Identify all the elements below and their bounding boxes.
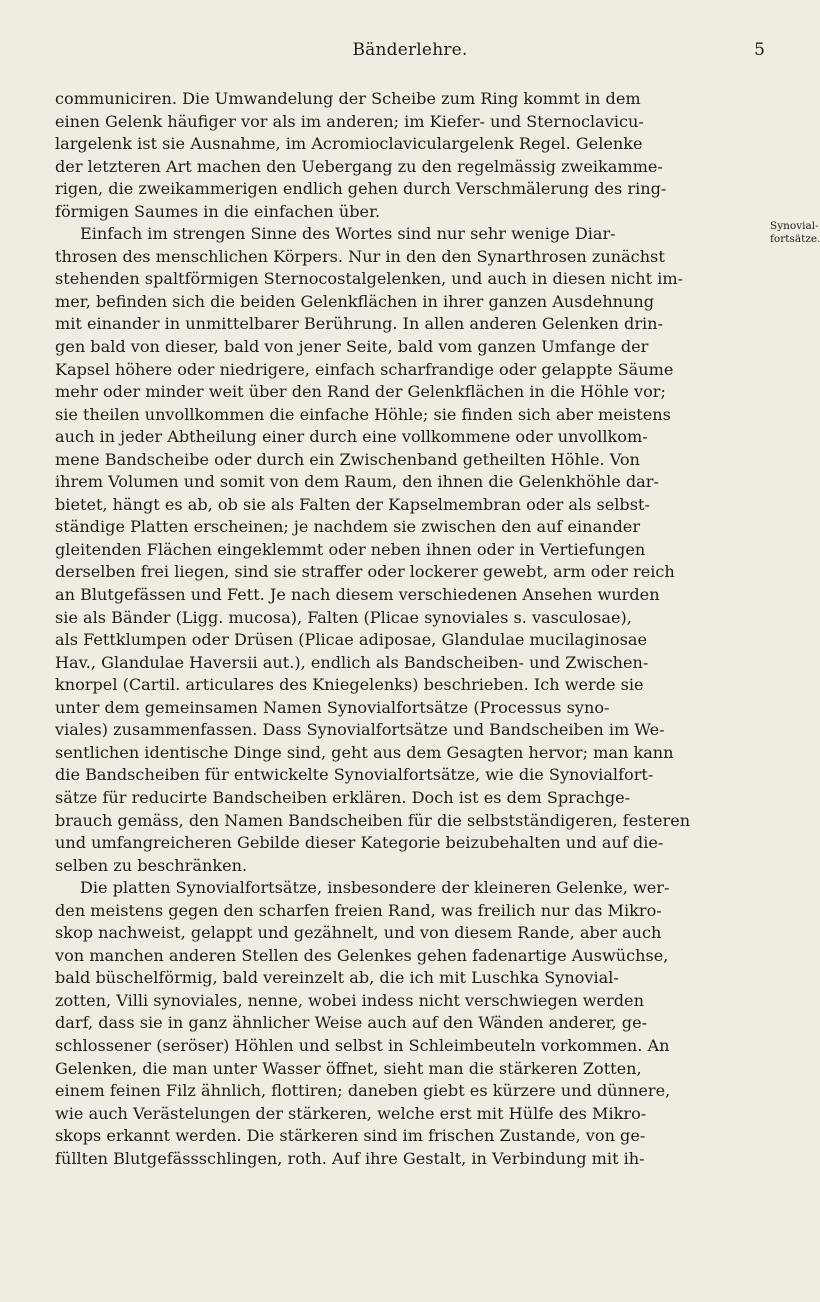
paragraph-start-line: Einfach im strengen Sinne des Wortes sind nur sehr wenige Diar- <box>80 224 616 244</box>
text-line: an Blutgefässen und Fett. Je nach diesem verschiedenen Ansehen wurden <box>55 585 660 605</box>
text-line: einem feinen Filz ähnlich, flottiren; daneben giebt es kürzere und dünnere, <box>55 1081 671 1101</box>
text-line: den meistens gegen den scharfen freien Rand, was freilich nur das Mikro- <box>55 900 662 920</box>
text-line: mene Bandscheibe oder durch ein Zwischenband getheilten Höhle. Von <box>55 449 640 469</box>
text-line: unter dem gemeinsamen Namen Synovialfortsätze (Processus syno- <box>55 697 610 717</box>
text-line: ständige Platten erscheinen; je nachdem sie zwischen den auf einander <box>55 517 641 537</box>
text-line: sie theilen unvollkommen die einfache Höhle; sie finden sich aber meistens <box>55 404 671 424</box>
text-line: skop nachweist, gelappt und gezähnelt, und von diesem Rande, aber auch <box>55 923 662 943</box>
margin-note-line: Synovial- <box>770 220 819 232</box>
text-line: der letzteren Art machen den Uebergang zu den regelmässig zweikamme- <box>55 156 663 176</box>
text-line: und umfangreicheren Gebilde dieser Kategorie beizubehalten und auf die- <box>55 833 664 853</box>
page-header <box>55 40 765 64</box>
text-line: bietet, hängt es ab, ob sie als Falten der Kapselmembran oder als selbst- <box>55 494 650 514</box>
text-line: communiciren. Die Umwandelung der Scheibe zum Ring kommt in dem <box>55 89 641 108</box>
text-line: darf, dass sie in ganz ähnlicher Weise auch auf den Wänden anderer, ge- <box>55 1013 648 1033</box>
text-line: Hav., Glandulae Haversii aut.), endlich als Bandscheiben- und Zwischen- <box>55 652 649 672</box>
text-line: sätze für reducirte Bandscheiben erklären. Doch ist es dem Sprachge- <box>55 787 631 807</box>
text-line: skops erkannt werden. Die stärkeren sind im frischen Zustande, von ge- <box>55 1126 646 1146</box>
text-line: Kapsel höhere oder niedrigere, einfach scharfrandige oder gelappte Säume <box>55 359 674 379</box>
text-line: auch in jeder Abtheilung einer durch eine vollkommene oder unvollkom- <box>55 427 648 447</box>
text-line: gleitenden Flächen eingeklemmt oder neben ihnen oder in Vertiefungen <box>55 539 646 559</box>
text-line: mehr oder minder weit über den Rand der Gelenkflächen in die Höhle vor; <box>55 382 666 402</box>
text-line: viales) zusammenfassen. Dass Synovialfortsätze und Bandscheiben im We- <box>55 720 665 740</box>
text-line: mit einander in unmittelbarer Berührung. In allen anderen Gelenken drin- <box>55 314 663 334</box>
text-line: mer, befinden sich die beiden Gelenkflächen in ihrer ganzen Ausdehnung <box>55 291 655 311</box>
margin-note <box>770 220 820 246</box>
body-text <box>55 88 767 1170</box>
text-line: selben zu beschränken. <box>55 855 248 875</box>
paragraph-start-line: Die platten Synovialfortsätze, insbesondere der kleineren Gelenke, wer- <box>80 878 670 898</box>
text-line: schlossener (seröser) Höhlen und selbst in Schleimbeuteln vorkommen. An <box>55 1035 670 1055</box>
text-line: sie als Bänder (Ligg. mucosa), Falten (Plicae synoviales s. vasculosae), <box>55 607 632 627</box>
text-line: stehenden spaltförmigen Sternocostalgelenken, und auch in diesen nicht im- <box>55 269 684 289</box>
text-line: derselben frei liegen, sind sie straffer oder lockerer gewebt, arm oder reich <box>55 562 675 582</box>
text-line: zotten, Villi synoviales, nenne, wobei indess nicht verschwiegen werden <box>55 990 644 1010</box>
text-line: throsen des menschlichen Körpers. Nur in den den Synarthrosen zunächst <box>55 246 665 266</box>
text-line: füllten Blutgefässschlingen, roth. Auf ihre Gestalt, in Verbindung mit ih- <box>55 1148 645 1168</box>
text-line: sentlichen identische Dinge sind, geht aus dem Gesagten hervor; man kann <box>55 742 674 762</box>
text-line: Gelenken, die man unter Wasser öffnet, sieht man die stärkeren Zotten, <box>55 1058 642 1078</box>
running-title: Bänderlehre. <box>352 40 468 60</box>
text-line: rigen, die zweikammerigen endlich gehen durch Verschmälerung des ring- <box>55 179 667 199</box>
text-line: ihrem Volumen und somit von dem Raum, den ihnen die Gelenkhöhle dar- <box>55 472 659 492</box>
text-line: gen bald von dieser, bald von jener Seite, bald vom ganzen Umfange der <box>55 337 649 357</box>
margin-note-line: fortsätze. <box>770 233 820 245</box>
text-line: bald büschelförmig, bald vereinzelt ab, die ich mit Luschka Synovial- <box>55 968 619 988</box>
text-line: brauch gemäss, den Namen Bandscheiben für die selbstständigeren, festeren <box>55 810 691 830</box>
text-line: als Fettklumpen oder Drüsen (Plicae adiposae, Glandulae mucilaginosae <box>55 630 647 650</box>
page-number: 5 <box>754 40 765 60</box>
text-line: die Bandscheiben für entwickelte Synovialfortsätze, wie die Synovialfort- <box>55 765 654 785</box>
text-line: von manchen anderen Stellen des Gelenkes gehen fadenartige Auswüchse, <box>55 945 669 965</box>
text-line: largelenk ist sie Ausnahme, im Acromioclaviculargelenk Regel. Gelenke <box>55 134 643 154</box>
text-line: förmigen Saumes in die einfachen über. <box>55 201 381 221</box>
text-line: wie auch Verästelungen der stärkeren, welche erst mit Hülfe des Mikro- <box>55 1103 647 1123</box>
text-line: einen Gelenk häufiger vor als im anderen; im Kiefer- und Sternoclavicu- <box>55 111 644 131</box>
text-line: knorpel (Cartil. articulares des Kniegelenks) beschrieben. Ich werde sie <box>55 675 644 695</box>
